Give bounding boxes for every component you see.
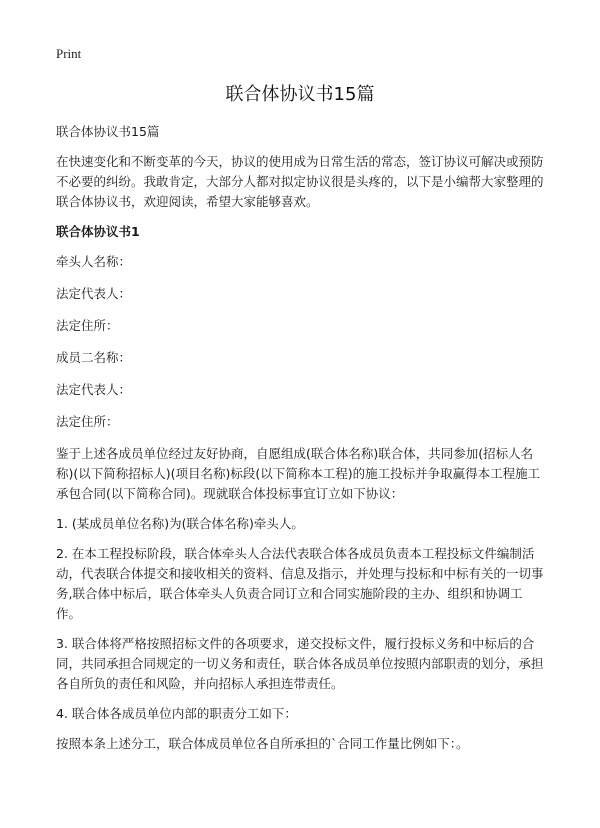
clause-1: 1. (某成员单位名称)为(联合体名称)牵头人。 bbox=[56, 516, 304, 531]
print-label: Print bbox=[56, 46, 82, 61]
field-member2-address: 法定住所： bbox=[56, 414, 119, 429]
document-body bbox=[56, 122, 544, 764]
field-member2-name: 成员二名称： bbox=[56, 350, 132, 365]
field-lead-name: 牵头人名称： bbox=[56, 254, 132, 269]
clause-4-detail: 按照本条上述分工，联合体成员单位各自所承担的`合同工作量比例如下：。 bbox=[56, 736, 469, 751]
document-title: 联合体协议书15篇 bbox=[225, 84, 375, 105]
field-member2-legal-rep: 法定代表人： bbox=[56, 382, 132, 397]
clause-3: 3. 联合体将严格按照招标文件的各项要求，递交投标文件，履行投标义务和中标后的合同，共同承担合同规定的一切义务和责任，联合体各成员单位按照内部职责的划分，承担各自所负的责任和风险，并向招标人承担连带责任。 bbox=[56, 636, 544, 691]
section-heading: 联合体协议书1 bbox=[56, 224, 140, 239]
clause-2: 2. 在本工程投标阶段，联合体牵头人合法代表联合体各成员负责本工程投标文件编制活动，代表联合体提交和接收相关的资料、信息及指示，并处理与投标和中标有关的一切事务,联合体中标后，联合体牵头人负责合同订立和合同实施阶段的主办、组织和协调工作。 bbox=[56, 546, 544, 621]
body-intro-paragraph: 鉴于上述各成员单位经过友好协商，自愿组成(联合体名称)联合体，共同参加(招标人名称)(以下简称招标人)(项目名称)标段(以下简称本工程)的施工投标并争取赢得本工程施工承包合同(以下简称合同)。现就联合体投标事宜订立如下协议： bbox=[56, 446, 541, 501]
field-lead-address: 法定住所： bbox=[56, 318, 119, 333]
intro-paragraph: 在快速变化和不断变革的今天，协议的使用成为日常生活的常态，签订协议可解决或预防不必要的纠纷。我敢肯定，大部分人都对拟定协议很是头疼的，以下是小编帮大家整理的联合体协议书，欢迎阅读，希望大家能够喜欢。 bbox=[56, 154, 544, 209]
clause-4: 4. 联合体各成员单位内部的职责分工如下： bbox=[56, 706, 297, 721]
field-lead-legal-rep: 法定代表人： bbox=[56, 286, 132, 301]
document-subtitle: 联合体协议书15篇 bbox=[56, 124, 160, 139]
